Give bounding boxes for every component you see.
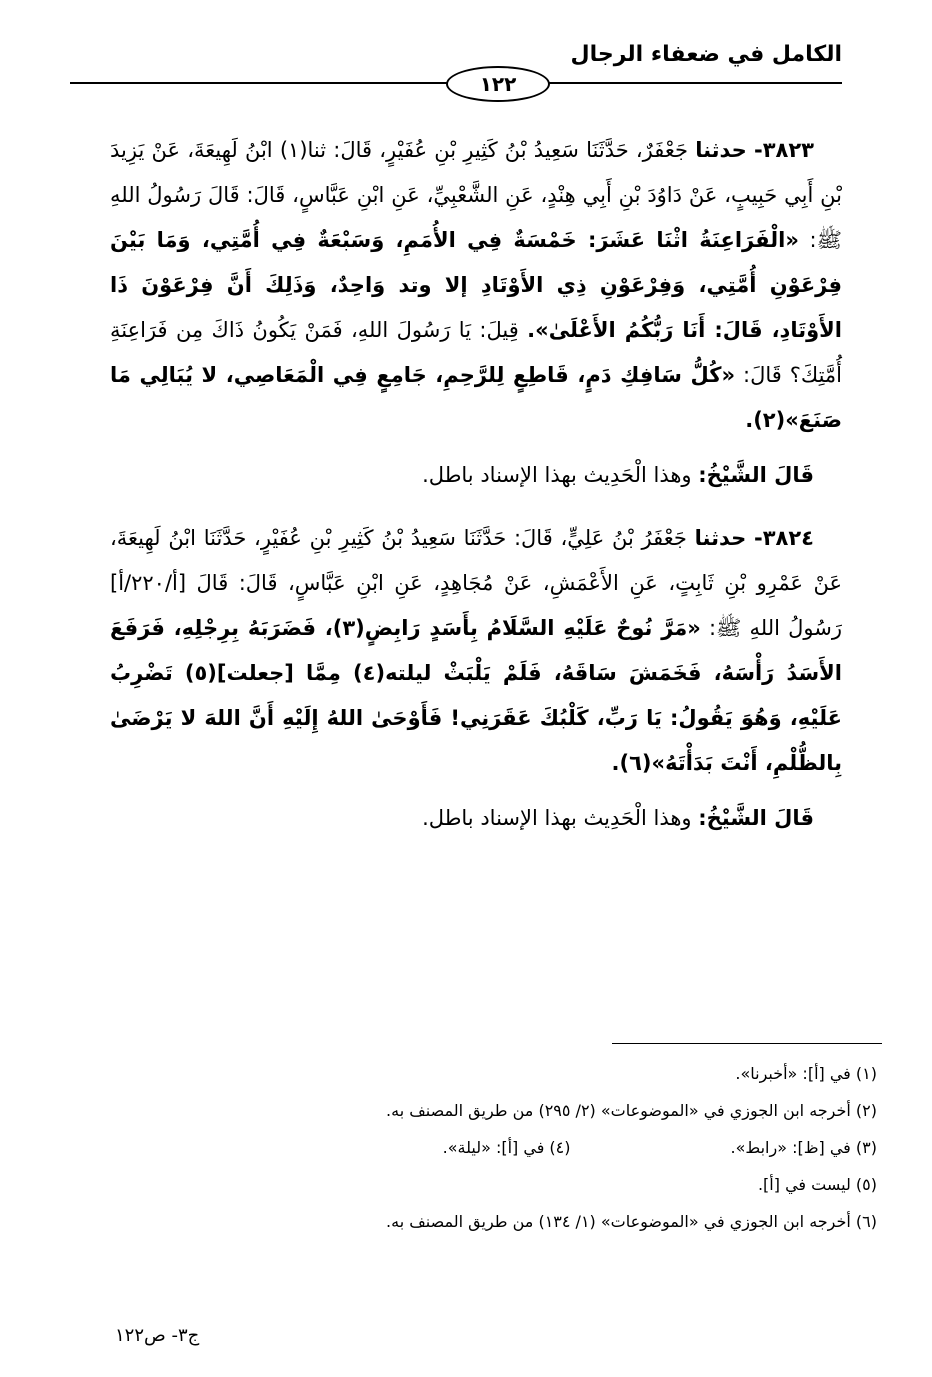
page-header xyxy=(70,40,842,96)
sheikh-label: قَالَ الشَّيْخُ: xyxy=(698,806,814,830)
volume-page-reference: ج٣- ص١٢٢ xyxy=(115,1325,200,1346)
sheikh-text: وهذا الْحَدِيث بهذا الإسناد باطل. xyxy=(422,806,692,830)
footnotes xyxy=(110,1055,877,1240)
footnote-4: (٤) في [أ]: «ليلة». xyxy=(442,1138,571,1157)
hadith-number: ٣٨٢٣- xyxy=(754,138,814,162)
sheikh-label: قَالَ الشَّيْخُ: xyxy=(698,463,814,487)
book-title: الكامل في ضعفاء الرجال xyxy=(570,42,842,67)
hadith-question: قِيلَ: يَا رَسُولَ اللهِ، فَمَنْ يَكُونُ ذَاكَ مِن فَرَاعِنَةِ أُمَّتِكَ؟ قَالَ: xyxy=(110,318,842,387)
sheikh-comment xyxy=(110,453,842,498)
hadith-isnad: جَعْفَرٌ، حَدَّثَنَا سَعِيدُ بْنُ كَثِيرِ بْنِ عُفَيْرٍ، قَالَ: ثنا(١) ابْنُ لَهِيعَةَ، عَنْ يَزِيدَ بْنِ أَبِي حَبِيبٍ، عَنْ دَاوُدَ بْنِ أَبِي هِنْدٍ، عَنِ الشَّعْبِيِّ، عَنِ ابْنِ عَبَّاسٍ، قَالَ: قَالَ رَسُولُ اللهِ ﷺ: xyxy=(110,138,842,252)
haddathana-keyword: حدثنا xyxy=(695,138,747,162)
footnote-rule xyxy=(612,1043,882,1044)
footnote-3: (٣) في [ظ]: «رابط». xyxy=(730,1138,877,1157)
hadith-matn: «مَرَّ نُوحٌ عَلَيْهِ السَّلَامُ بِأَسَدٍ رَابِضٍ(٣)، فَضَرَبَهُ بِرِجْلِهِ، فَرَفَعَ الأَسَدُ رَأْسَهُ، فَخَمَشَ سَاقَهُ، فَلَمْ يَلْبَثْ ليلته(٤) مِمَّا [جعلت](٥) تَضْرِبُ عَلَيْهِ، وَهُوَ يَقُولُ: يَا رَبِّ، كَلْبُكَ عَقَرَنِي! فَأَوْحَىٰ اللهُ إِلَيْهِ أَنَّ اللهَ لا يَرْضَىٰ بِالظُّلْمِ، أَنْتَ بَدَأْتَهُ»(٦). xyxy=(110,616,842,775)
haddathana-keyword: حدثنا xyxy=(694,526,747,550)
hadith-matn: «الْفَرَاعِنَةُ اثْنَا عَشَرَ: خَمْسَةٌ فِي الأُمَمِ، وَسَبْعَةٌ فِي أُمَّتِي، وَمَا بَيْنَ فِرْعَوْنِ أُمَّتِي، وَفِرْعَوْنِ ذِي الأَوْتَادِ إلا وتد وَاحِدٌ، وَذَلِكَ أَنَّ فِرْعَوْنَ ذَا الأَوْتَادِ، قَالَ: أَنَا رَبُّكُمُ الأَعْلَىٰ». xyxy=(110,228,842,342)
page-number-badge: ١٢٢ xyxy=(446,66,550,102)
footnote-2: (٢) أخرجه ابن الجوزي في «الموضوعات» (٢/ ٢٩٥) من طريق المصنف به. xyxy=(386,1101,877,1120)
hadith-answer: «كُلُّ سَافِكِ دَمٍ، قَاطِعٍ لِلرَّحِمِ، جَامِعٍ فِي الْمَعَاصِي، لا يُبَالِي مَا صَنَعَ»(٢). xyxy=(110,363,842,432)
footnote-5: (٥) ليست في [أ]. xyxy=(757,1175,877,1194)
footnote-1: (١) في [أ]: «أخبرنا». xyxy=(735,1064,877,1083)
sheikh-comment xyxy=(110,796,842,841)
hadith-number: ٣٨٢٤- xyxy=(753,526,814,550)
hadith-3824 xyxy=(110,516,842,786)
footnote-row xyxy=(110,1129,877,1166)
footnote-6: (٦) أخرجه ابن الجوزي في «الموضوعات» (١/ ١٣٤) من طريق المصنف به. xyxy=(386,1212,877,1231)
hadith-isnad: جَعْفَرُ بْنُ عَلِيٍّ، قَالَ: حَدَّثَنَا سَعِيدُ بْنُ كَثِيرِ بْنِ عُفَيْرٍ، حَدَّثَنَا ابْنُ لَهِيعَةَ، عَنْ عَمْرِو بْنِ ثَابِتٍ، عَنِ الأَعْمَشِ، عَنْ مُجَاهِدٍ، عَنِ ابْنِ عَبَّاسٍ، قَالَ: قَالَ [أ/٢٢٠/أ] رَسُولُ اللهِ ﷺ: xyxy=(110,526,842,640)
hadith-3823 xyxy=(110,128,842,443)
sheikh-text: وهذا الْحَدِيث بهذا الإسناد باطل. xyxy=(422,463,692,487)
page-body xyxy=(110,128,842,859)
